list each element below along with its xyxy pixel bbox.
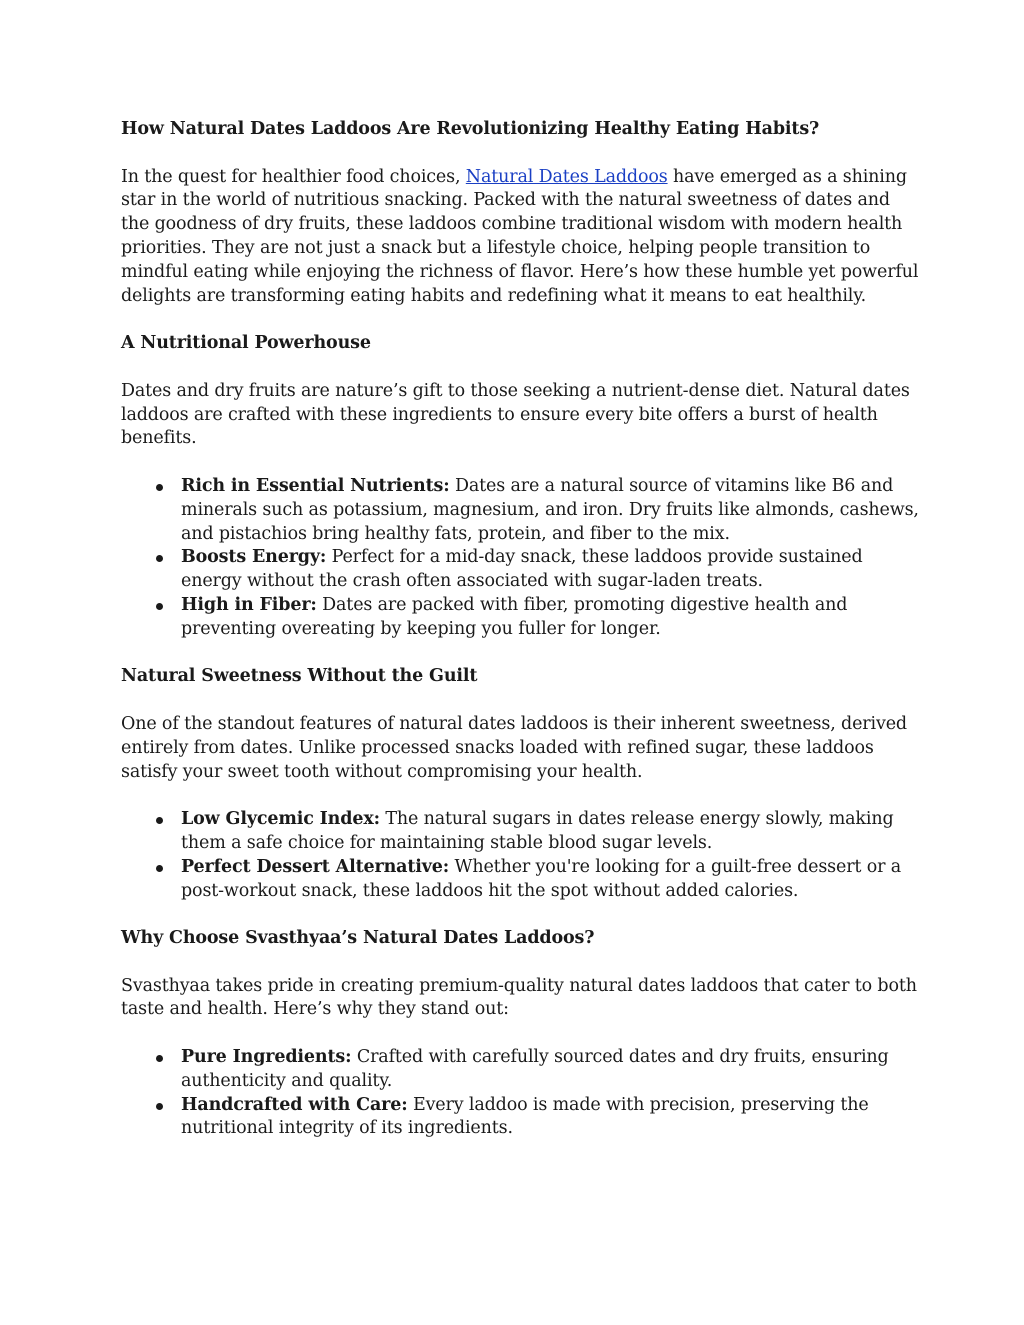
intro-paragraph: [121, 166, 921, 309]
natural-dates-laddoos-link[interactable]: Natural Dates Laddoos: [465, 166, 668, 187]
bullet-list: [121, 475, 921, 642]
bullet-icon: [156, 1055, 163, 1062]
bullet-text: The natural sugars in dates release energy slowly, making them a safe choice for maintaining stable blood sugar levels.: [181, 809, 894, 853]
bullet-text: Dates are packed with fiber, promoting digestive health and preventing overeating by keeping you fuller for longer.: [181, 594, 848, 639]
list-item: [121, 546, 921, 594]
spacer: [121, 142, 921, 166]
spacer: [121, 1022, 921, 1046]
document-title: How Natural Dates Laddoos Are Revolutionizing Healthy Eating Habits?: [121, 119, 820, 139]
bullet-list: [121, 1046, 921, 1141]
bullet-text: Every laddoo is made with precision, preserving the nutritional integrity of its ingredients.: [181, 1094, 869, 1139]
spacer: [121, 903, 921, 927]
bullet-text: Dates are a natural source of vitamins like B6 and minerals such as potassium, magnesium, and iron. Dry fruits like almonds, cashews, and pistachios bring healthy fats, protein, and fiber to the mix.: [181, 475, 919, 544]
section-heading-natural-sweetness: Natural Sweetness Without the Guilt: [121, 666, 478, 687]
bullet-label: Perfect Dessert Alternative:: [181, 856, 450, 877]
section-heading-why-choose: Why Choose Svasthyaa’s Natural Dates Laddoos?: [121, 928, 595, 949]
list-item: [121, 856, 921, 904]
list-item: [121, 594, 921, 642]
section-heading-nutritional-powerhouse: A Nutritional Powerhouse: [121, 333, 371, 354]
intro-text-rest: have emerged as a shining star in the world of nutritious snacking. Packed with the natural sweetness of dates and the goodness of dry fruits, these laddoos combine traditional wisdom with modern health priorities. They are not just a snack but a lifestyle choice, helping people transition to mindful eating while enjoying the richness of flavor. Here’s how these humble yet powerful delights are transforming eating habits and redefining what it means to eat healthily.: [121, 166, 919, 306]
spacer: [121, 308, 921, 332]
bullet-text: Whether you're looking for a guilt-free dessert or a post-workout snack, these laddoos hit the spot without added calories.: [181, 856, 902, 901]
list-item: [121, 1046, 921, 1094]
intro-text-start: In the quest for healthier food choices,: [121, 166, 466, 187]
bullet-icon: [156, 484, 163, 491]
list-item: [121, 1094, 921, 1142]
section-paragraph: One of the standout features of natural dates laddoos is their inherent sweetness, derived entirely from dates. Unlike processed snacks loaded with refined sugar, these laddoos satisfy your sweet tooth without compromising your health.: [121, 713, 907, 782]
spacer: [121, 451, 921, 475]
bullet-list: [121, 808, 921, 903]
bullet-text: Crafted with carefully sourced dates and dry fruits, ensuring authenticity and quality.: [181, 1047, 889, 1091]
bullet-icon: [156, 817, 163, 824]
spacer: [121, 642, 921, 666]
bullet-label: Low Glycemic Index:: [181, 809, 380, 830]
spacer: [121, 689, 921, 713]
bullet-text: Perfect for a mid-day snack, these laddoos provide sustained energy without the crash often associated with sugar-laden treats.: [181, 547, 863, 592]
bullet-label: Pure Ingredients:: [181, 1047, 352, 1068]
bullet-label: High in Fiber:: [181, 594, 317, 615]
bullet-label: Boosts Energy:: [181, 547, 327, 568]
spacer: [121, 784, 921, 808]
bullet-icon: [156, 865, 163, 872]
bullet-label: Rich in Essential Nutrients:: [181, 475, 450, 496]
spacer: [121, 951, 921, 975]
bullet-icon: [156, 1103, 163, 1110]
spacer: [121, 356, 921, 380]
bullet-label: Handcrafted with Care:: [181, 1094, 408, 1115]
section-paragraph: Svasthyaa takes pride in creating premium-quality natural dates laddoos that cater to both taste and health. Here’s why they stand out:: [121, 975, 917, 1020]
bullet-icon: [156, 603, 163, 610]
document-page: [121, 118, 921, 1141]
section-paragraph: Dates and dry fruits are nature’s gift to those seeking a nutrient-dense diet. Natural dates laddoos are crafted with these ingredients to ensure every bite offers a burst of health benefits.: [121, 380, 910, 449]
list-item: [121, 475, 921, 546]
bullet-icon: [156, 555, 163, 562]
list-item: [121, 808, 921, 856]
